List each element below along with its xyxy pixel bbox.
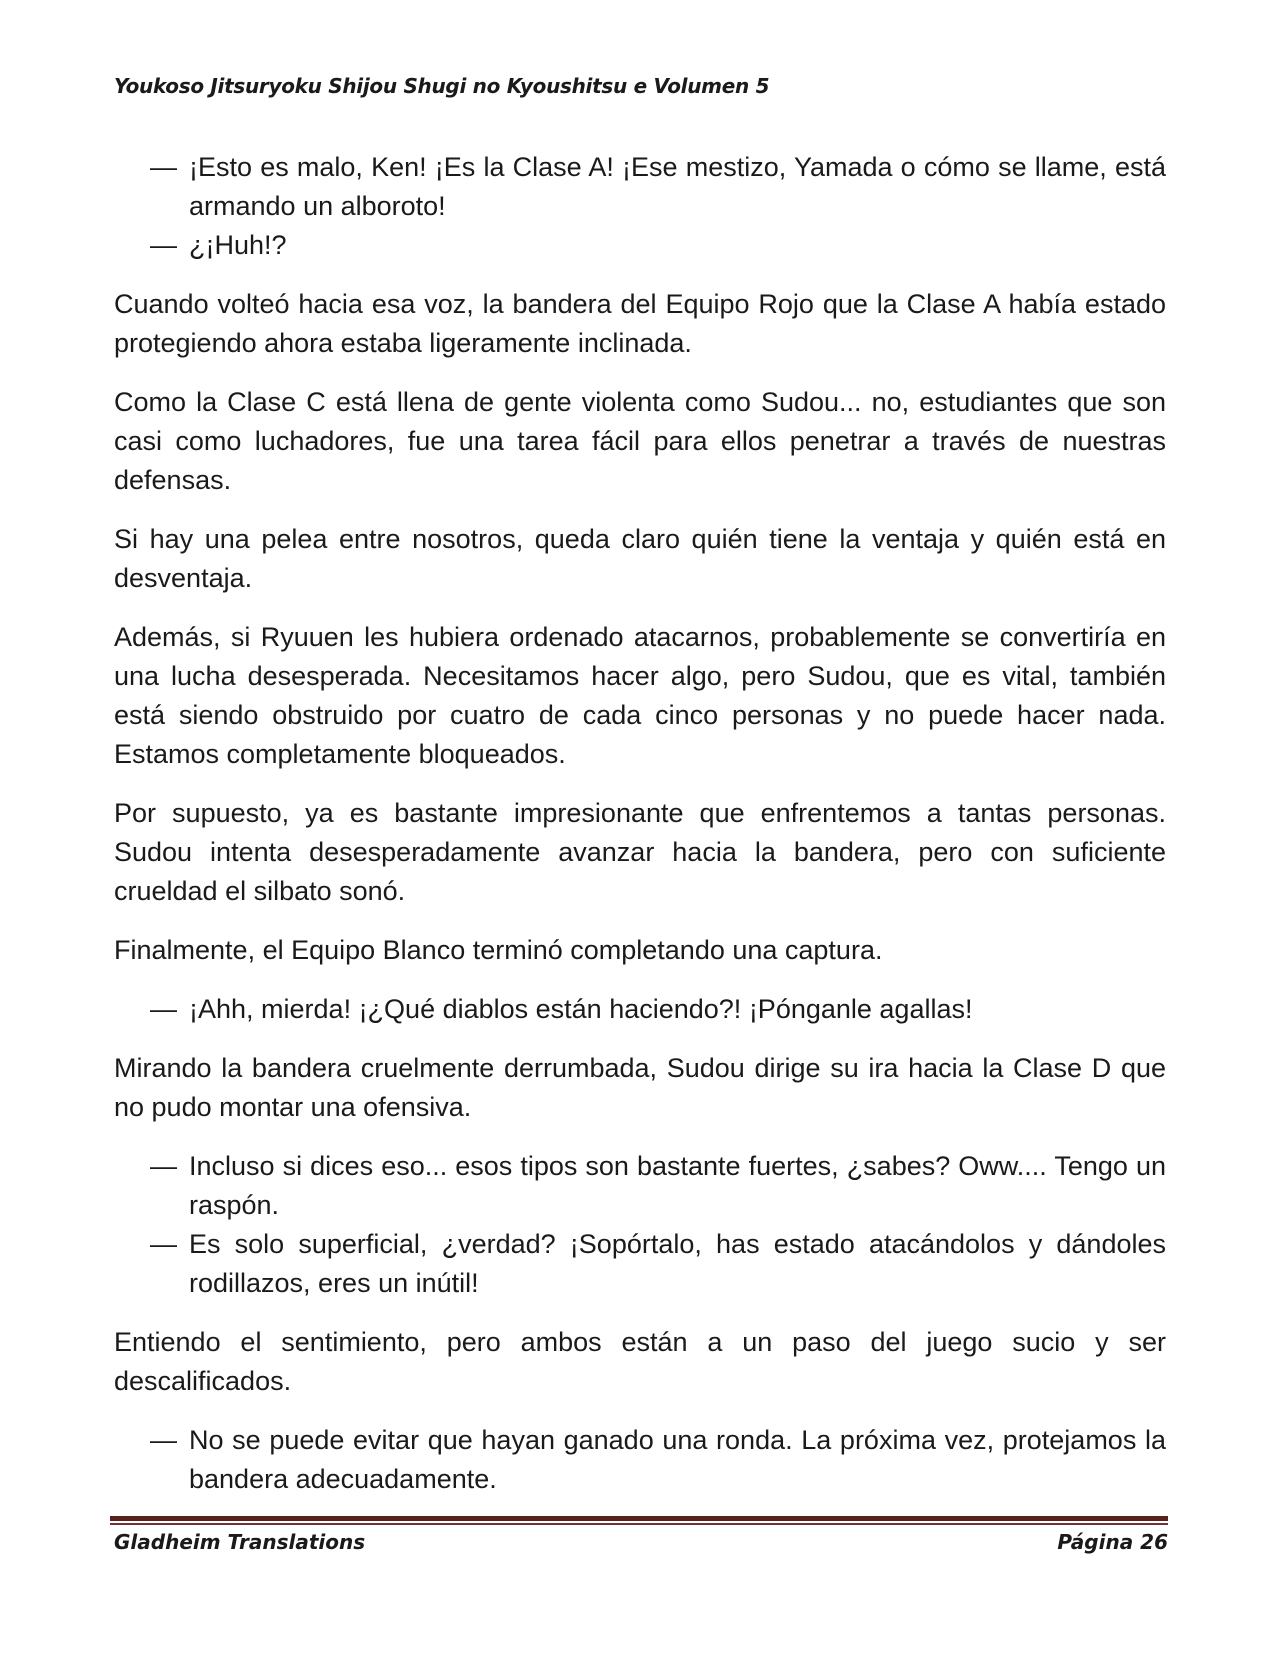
dialogue-text: ¡Esto es malo, Ken! ¡Es la Clase A! ¡Ese mestizo, Yamada o cómo se llame, está armando un alboroto! xyxy=(189,152,1166,221)
dialogue-dash: — xyxy=(150,1229,177,1259)
dialogue-line xyxy=(114,226,1166,265)
dialogue-text: Es solo superficial, ¿verdad? ¡Sopórtalo, has estado atacándolos y dándoles rodillazos, eres un inútil! xyxy=(189,1229,1166,1298)
dialogue-line xyxy=(114,148,1166,226)
footer-rule-thin xyxy=(110,1523,1168,1525)
dialogue-block xyxy=(114,990,1166,1029)
page-number: Página 26 xyxy=(1057,1530,1168,1554)
dialogue-line xyxy=(114,1225,1166,1303)
dialogue-line xyxy=(114,1147,1166,1225)
dialogue-text: Incluso si dices eso... esos tipos son bastante fuertes, ¿sabes? Oww.... Tengo un raspón. xyxy=(189,1151,1166,1220)
paragraph: Por supuesto, ya es bastante impresionante que enfrentemos a tantas personas. Sudou intenta desesperadamente avanzar hacia la bandera, pero con suficiente crueldad el silbato sonó. xyxy=(114,798,1166,906)
dialogue-block xyxy=(114,1421,1166,1499)
dialogue-dash: — xyxy=(150,994,177,1024)
page-header-title: Youkoso Jitsuryoku Shijou Shugi no Kyoushitsu e Volumen 5 xyxy=(114,74,770,98)
footer-credit: Gladheim Translations xyxy=(114,1530,366,1554)
paragraph: Finalmente, el Equipo Blanco terminó completando una captura. xyxy=(114,935,883,965)
page-body xyxy=(114,148,1166,1519)
dialogue-dash: — xyxy=(150,152,177,182)
dialogue-dash: — xyxy=(150,230,177,260)
paragraph: Mirando la bandera cruelmente derrumbada, Sudou dirige su ira hacia la Clase D que no pudo montar una ofensiva. xyxy=(114,1053,1166,1122)
dialogue-text: No se puede evitar que hayan ganado una ronda. La próxima vez, protejamos la bandera adecuadamente. xyxy=(189,1425,1166,1494)
paragraph: Entiendo el sentimiento, pero ambos están a un paso del juego sucio y ser descalificados. xyxy=(114,1327,1166,1396)
dialogue-block xyxy=(114,1147,1166,1303)
paragraph: Cuando volteó hacia esa voz, la bandera del Equipo Rojo que la Clase A había estado protegiendo ahora estaba ligeramente inclinada. xyxy=(114,289,1166,358)
dialogue-dash: — xyxy=(150,1425,177,1455)
dialogue-line xyxy=(114,1421,1166,1499)
paragraph: Como la Clase C está llena de gente violenta como Sudou... no, estudiantes que son casi como luchadores, fue una tarea fácil para ellos penetrar a través de nuestras defensas. xyxy=(114,387,1166,495)
dialogue-block xyxy=(114,148,1166,265)
dialogue-dash: — xyxy=(150,1151,177,1181)
dialogue-text: ¿¡Huh!? xyxy=(189,230,287,260)
dialogue-text: ¡Ahh, mierda! ¡¿Qué diablos están haciendo?! ¡Pónganle agallas! xyxy=(189,994,973,1024)
footer-rule xyxy=(110,1516,1168,1521)
dialogue-line xyxy=(114,990,1166,1029)
paragraph: Si hay una pelea entre nosotros, queda claro quién tiene la ventaja y quién está en desventaja. xyxy=(114,524,1166,593)
paragraph: Además, si Ryuuen les hubiera ordenado atacarnos, probablemente se convertiría en una lucha desesperada. Necesitamos hacer algo, pero Sudou, que es vital, también está siendo obstruido por cuatro de cada cinco personas y no puede hacer nada. Estamos completamente bloqueados. xyxy=(114,622,1166,769)
